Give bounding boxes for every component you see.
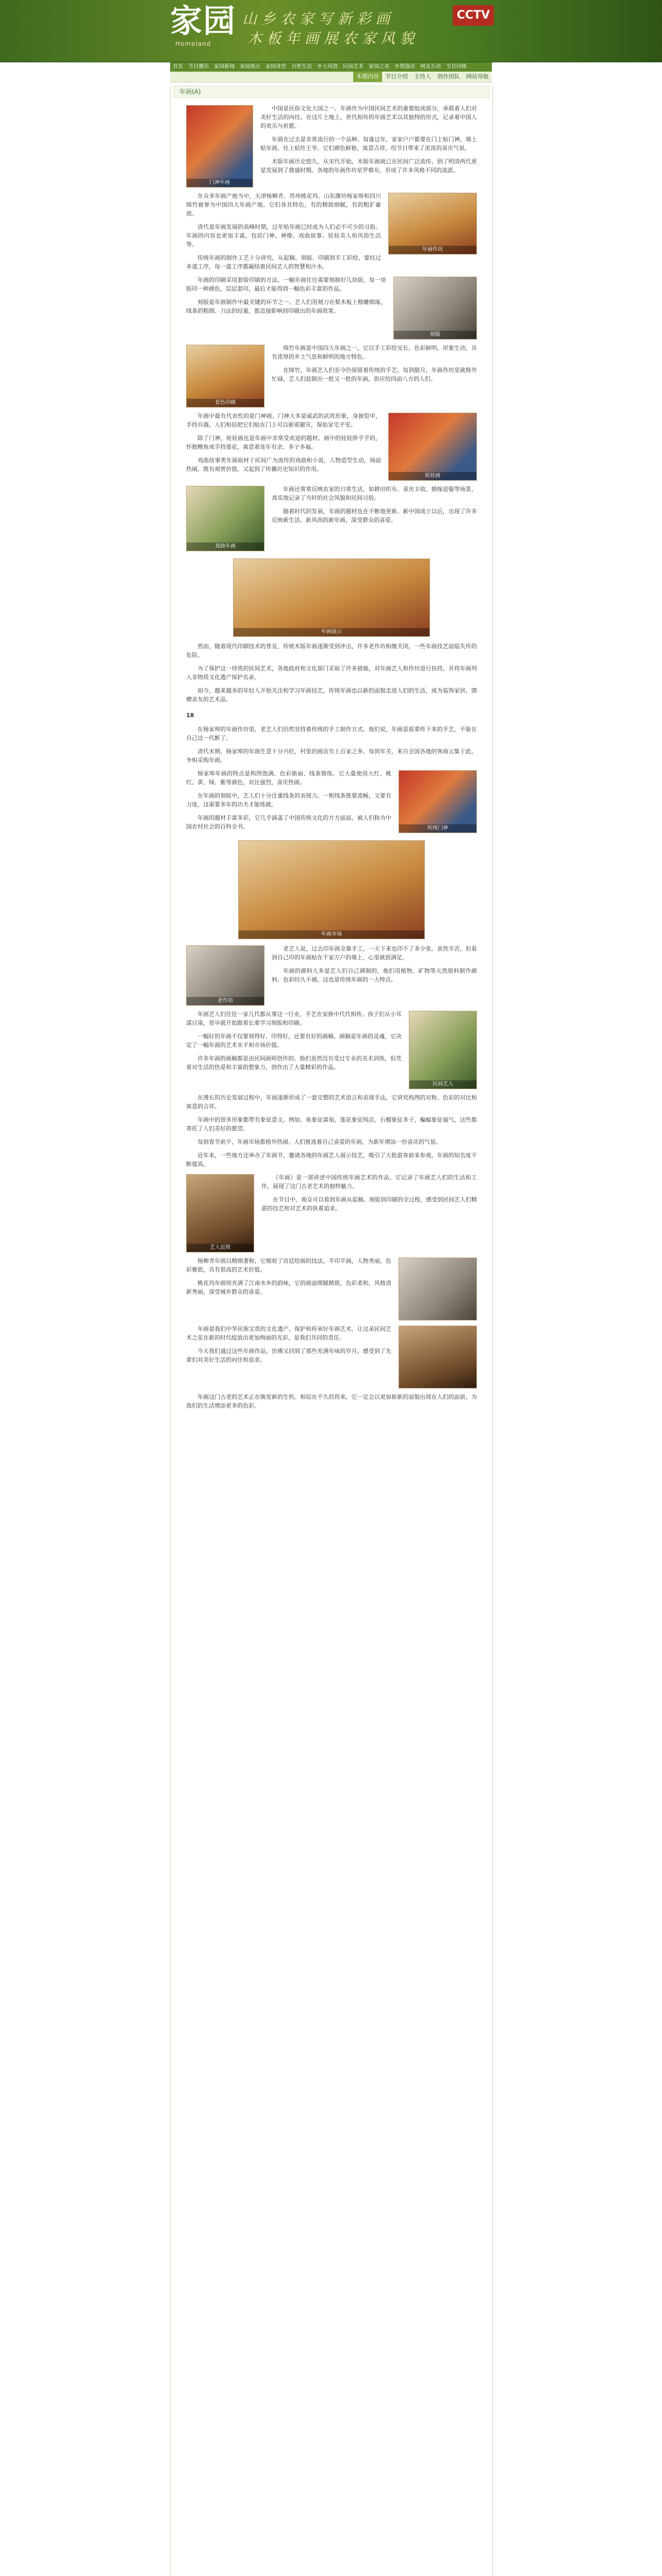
article-paragraph: 在杨家埠的年画作坊里，老艺人们仍然坚持着传统的手工制作方式。他们说，年画是祖辈传下来的手艺，不能在自己这一代断了。 [186, 726, 477, 741]
article-image [399, 770, 477, 833]
image-caption: 娃娃画 [389, 472, 476, 480]
nav-item[interactable]: 百姓生活 [291, 64, 312, 70]
article-paragraph: 绵竹年画是中国四大年画之一，它以手工彩绘见长，色彩鲜明，形象生动，具有浓厚的乡土气息和鲜明的地方特色。 [272, 345, 477, 360]
article-paragraph: 年画在过去是非常流行的一个品种。每逢过年，家家户户都要在门上贴门神，墙上贴年画，灶上贴灶王爷。它们颜色鲜艳，寓意吉祥，给节日带来了浓浓的喜庆气氛。 [260, 136, 477, 151]
site-logo[interactable]: 家园 [170, 2, 237, 40]
article-paragraph: 在节目中，观众可以看到年画从起稿、刻版到印刷的全过程，感受到民间艺人们精湛的技艺和对艺术的执着追求。 [261, 1196, 477, 1212]
article-paragraph: 年画这门古老的艺术正在焕发新的生机。相信在不久的将来，它一定会以更加崭新的面貌出现在人们的面前，为我们的生活增添更多的色彩。 [186, 1394, 477, 1409]
image-caption: 艺人近照 [187, 1244, 254, 1252]
article-image [186, 945, 264, 1006]
article-paragraph: 在漫长的历史发展过程中，年画逐渐形成了一套完整的艺术语言和表现手法，它讲究构图的对称、色彩的对比和寓意的吉祥。 [186, 1094, 477, 1110]
article-paragraph: 随着时代的发展，年画的题材也在不断地更新。新中国成立以后，出现了许多反映新生活、新风尚的新年画，深受群众的喜爱。 [272, 508, 477, 523]
article-image [186, 345, 264, 408]
article-image [399, 1326, 477, 1388]
article-image [399, 1258, 477, 1320]
article-paragraph: 杨柳青年画以精细著称，它吸收了宫廷绘画的技法，半印半画，人物秀丽，色彩雅致，具有很高的艺术价值。 [186, 1258, 391, 1273]
nav-item[interactable]: 家园之美 [369, 64, 389, 70]
subnav-item[interactable]: 主持人 [414, 73, 431, 80]
article-image [393, 277, 477, 340]
article-title-bar [174, 86, 489, 98]
article-paragraph: 清代末期，杨家埠的年画生意十分兴旺，村里的画店有上百家之多。每到年关，来自全国各地的客商云集于此，争相采购年画。 [186, 748, 477, 764]
nav-item[interactable]: 乡情漫话 [394, 64, 415, 70]
article-paragraph: 在绵竹，年画艺人们至今仍保留着传统的手艺。每到腊月，年画作坊里就格外忙碌，艺人们赶制出一批又一批的年画，供应给四面八方的人们。 [272, 367, 477, 382]
nav-item[interactable]: 首页 [173, 64, 183, 70]
article-paragraph: 年画的题材丰富多彩，它几乎涵盖了中国传统文化的方方面面，被人们称为中国农村社会的百科全书。 [186, 815, 391, 830]
nav-item[interactable]: 节目回顾 [446, 64, 467, 70]
article-paragraph: 然而，随着现代印刷技术的普及，传统木版年画逐渐受到冲击，许多老作坊相继关闭，一些年画技艺面临失传的危险。 [186, 643, 477, 658]
article-image [186, 486, 264, 551]
article-paragraph: 为了保护这一珍贵的民间艺术，各地政府和文化部门采取了许多措施，对年画艺人和作坊进行扶持，并将年画列入非物质文化遗产保护名录。 [186, 665, 477, 681]
article-image [388, 413, 477, 481]
article-paragraph: 木版年画历史悠久。从宋代开始，木版年画就已在民间广泛流传，到了明清两代更是发展到了鼎盛时期。各地的年画作坊星罗棋布，形成了许多风格不同的流派。 [260, 158, 477, 174]
nav-item[interactable]: 节目播出 [188, 64, 209, 70]
article-paragraph: 清代是年画发展的高峰时期，过年贴年画已经成为人们必不可少的习俗。年画的内容也更加丰富，包括门神、神像、戏曲故事、娃娃美人和风俗生活等。 [186, 224, 381, 248]
image-caption: 门神年画 [187, 179, 253, 187]
header-slogan [242, 9, 414, 48]
image-caption: 民间艺人 [409, 1080, 476, 1089]
subnav-item[interactable]: 本期内容 [353, 72, 382, 82]
article-tab-title: 年画(A) [179, 88, 201, 95]
article-paragraph: 年画的印刷采用套版印刷的方法。一幅年画往往需要刻制好几块版，每一块版印一种颜色，层层套印，最后才能得到一幅色彩丰富的作品。 [186, 277, 386, 292]
nav-item[interactable]: 家园新闻 [214, 64, 235, 70]
sub-nav [170, 72, 492, 82]
article-paragraph: 在年画的刻版中，艺人们十分注重线条的表现力。一根线条既要流畅，又要有力度，这需要多年的功夫才能练就。 [186, 792, 391, 808]
article-paragraph: 杨家埠年画的特点是构图饱满、色彩艳丽、线条简练。它大量使用大红、桃红、黄、绿、紫等颜色，对比强烈，喜庆热闹。 [186, 770, 391, 786]
article-paragraph: 传统年画的制作工艺十分讲究，从起稿、刻版、印刷到手工彩绘，要经过多道工序，每一道工序都凝结着民间艺人的智慧和汗水。 [186, 255, 381, 270]
article-page [170, 86, 493, 2576]
article-paragraph: 一幅好的年画不仅要刻得好、印得好，还要有好的画稿。画稿是年画的灵魂，它决定了一幅年画的艺术水平和市场价值。 [186, 1033, 402, 1048]
article-paragraph: 在众多年画产地当中，天津杨柳青、苏州桃花坞、山东潍坊杨家埠和四川绵竹被誉为中国四大年画产地。它们各具特色，有的精致细腻，有的粗犷豪放。 [186, 193, 381, 217]
article-paragraph: 今天我们通过这些年画作品，仿佛又回到了那些充满年味的岁月，感受到了先辈们对美好生活的向往和追求。 [186, 1348, 391, 1363]
article-paragraph: 年画中的很多形象都带有象征意义。例如，鱼象征富裕，莲花象征纯洁，石榴象征多子，蝙蝠象征福气，这些都寄托了人们美好的愿望。 [186, 1116, 477, 1132]
image-caption: 戏曲年画 [187, 543, 264, 551]
article-image-wide [238, 840, 425, 939]
slogan-line-1: 山 乡 农 家 写 新 彩 画 [242, 10, 390, 27]
article-image [186, 105, 253, 188]
nav-item[interactable]: 乡土风情 [317, 64, 338, 70]
article-image [388, 193, 477, 255]
image-caption: 年画市场 [239, 930, 424, 939]
section-marker: 18 [186, 712, 194, 719]
image-caption: 套色印刷 [187, 399, 264, 407]
nav-item[interactable]: 民间艺术 [343, 64, 363, 70]
article-paragraph: 老艺人说，过去印年画全靠手工，一天下来也印不了多少张。虽然辛苦，但看到自己印的年画贴在千家万户的墙上，心里就很满足。 [272, 945, 477, 961]
site-logo-subtitle: Homeland [175, 40, 211, 47]
article-image [409, 1011, 477, 1089]
article-paragraph: 年画中最有代表性的是门神画。门神大多是威武的武将形象，身披铠甲，手持兵器，人们相信把它们贴在门上可以驱邪避灾，保佑家宅平安。 [186, 413, 381, 428]
article-paragraph: 刻版是年画制作中最关键的环节之一。艺人们用刻刀在梨木板上精雕细琢，线条的粗细、刀法的轻重，都直接影响到印刷出的年画效果。 [186, 299, 386, 314]
nav-item[interactable]: 网友互动 [420, 64, 441, 70]
article-paragraph: 近年来，一些地方还举办了年画节，邀请各地的年画艺人展示技艺，吸引了大批游客前来参观，年画的知名度不断提高。 [186, 1152, 477, 1167]
main-nav [170, 62, 492, 72]
article-paragraph: 桃花坞年画则充满了江南水乡的韵味，它的画面细腻精致，色彩柔和，风格清新秀丽，深受城乡群众的喜爱。 [186, 1280, 391, 1295]
subnav-item[interactable]: 网站导航 [466, 73, 489, 80]
article-image [186, 1174, 254, 1252]
nav-item[interactable]: 家园视点 [240, 64, 260, 70]
nav-item[interactable]: 家园讲堂 [266, 64, 286, 70]
image-caption: 年画作坊 [389, 246, 476, 254]
image-caption: 传统门神 [399, 824, 476, 833]
subnav-item[interactable]: 节目介绍 [385, 73, 408, 80]
article-paragraph: 年画的颜料大多是艺人们自己调制的，他们用植物、矿物等天然原料制作颜料，色彩经久不褪，这也是传统年画的一大特点。 [272, 968, 477, 983]
article-paragraph: 除了门神，娃娃画也是年画中非常受欢迎的题材。画中的娃娃胖乎乎的，怀抱鲤鱼或手持莲花，寓意着连年有余、多子多福。 [186, 435, 381, 450]
article-paragraph: 许多年画的画稿都是由民间画师创作的。他们虽然没有受过专业的美术训练，但凭着对生活的热爱和丰富的想象力，创作出了大量精彩的作品。 [186, 1055, 402, 1071]
article-paragraph: 《年画》是一部讲述中国传统年画艺术的作品。它记录了年画艺人们的生活和工作，展现了这门古老艺术的独特魅力。 [261, 1174, 477, 1190]
article-paragraph: 每到春节前夕，年画市场都格外热闹。人们挑选着自己喜爱的年画，为新年增添一份喜庆的气氛。 [197, 1139, 441, 1145]
article-image-wide [233, 558, 430, 637]
subnav-item[interactable]: 创作团队 [437, 73, 460, 80]
image-caption: 老作坊 [187, 997, 264, 1005]
image-caption: 刻版 [394, 331, 476, 339]
image-caption: 年画展示 [234, 628, 429, 636]
article-paragraph: 中国是民俗文化大国之一。年画作为中国民间艺术的重要组成部分，承载着人们对美好生活的向往。在这片土地上，世代相传的年画艺术以其独特的形式，记录着中国人的欢乐与祈愿。 [260, 105, 477, 129]
article-paragraph: 年画还常常反映农家的日常生活，如耕田织布、喜庆丰收、婚嫁迎娶等场景，真实地记录了当时的社会风貌和民间习俗。 [272, 486, 477, 501]
article-paragraph: 年画是我们中华民族宝贵的文化遗产。保护和传承好年画艺术，让这朵民间艺术之花在新的时代绽放出更加绚丽的光彩，是我们共同的责任。 [186, 1326, 391, 1341]
slogan-line-2: 木 板 年 画 展 农 家 风 貌 [247, 30, 415, 47]
article-paragraph: 如今，越来越多的年轻人开始关注和学习年画技艺，传统年画也以新的面貌走进人们的生活，成为装饰家居、馈赠亲友的艺术品。 [186, 687, 477, 703]
cctv-logo[interactable]: CCTV [453, 5, 494, 26]
article-paragraph: 戏曲故事类年画取材于民间广为流传的戏曲和小说，人物造型生动，场面热闹，既有观赏价值，又起到了传播历史知识的作用。 [186, 457, 381, 472]
article-content [171, 98, 492, 1410]
article-paragraph: 年画艺人们往往一家几代都从事这一行业，手艺在家族中代代相传。孩子们从小耳濡目染，很早就开始跟着长辈学习刻版和印刷。 [186, 1011, 402, 1026]
site-header [0, 0, 662, 62]
